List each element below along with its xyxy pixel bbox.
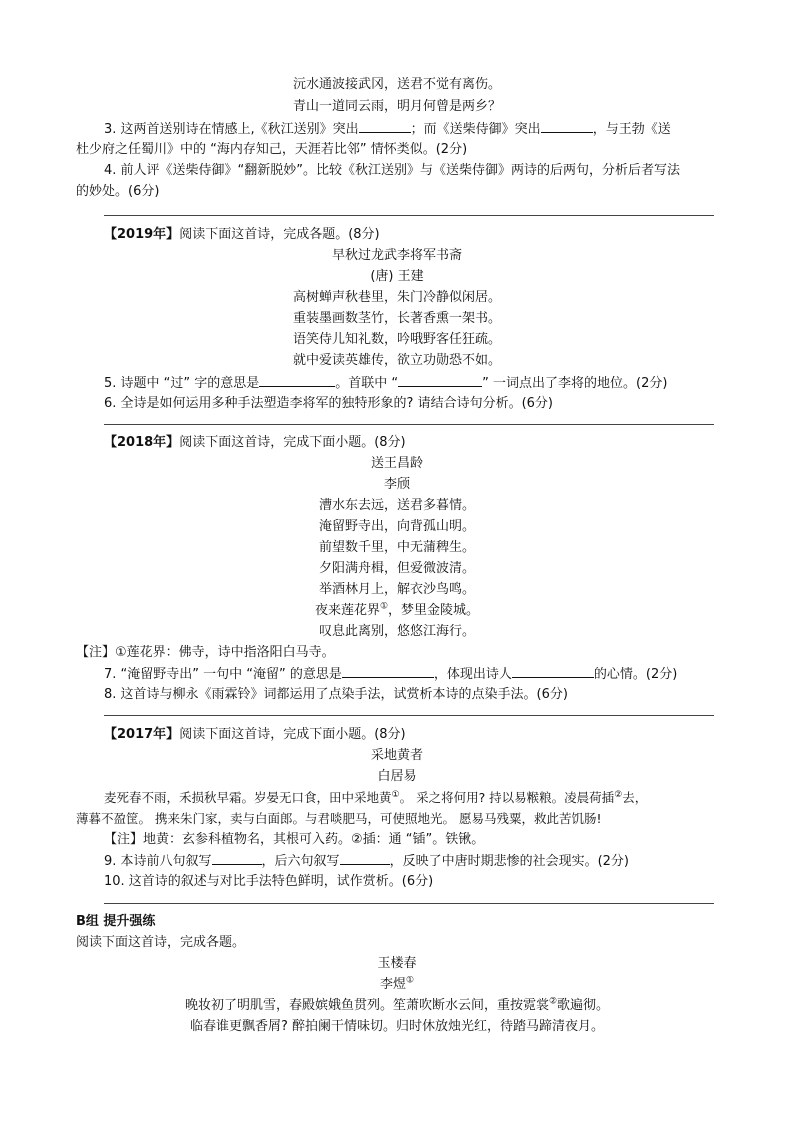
poem-author: (唐) 王建: [370, 269, 424, 284]
poem-line: 前望数千里，中无蒲稗生。: [318, 540, 475, 555]
poem-line: 青山一道同云雨，明月何曾是两乡？: [292, 99, 501, 114]
question-7-text: 的心情。(2分): [593, 667, 678, 682]
question-9-text: 9. 本诗前八句叙写: [104, 854, 212, 869]
group-b-intro: 阅读下面这首诗，完成各题。: [76, 935, 246, 950]
question-6: 6. 全诗是如何运用多种手法塑造李将军的独特形象的? 请结合诗句分析。(6分): [104, 396, 553, 411]
poem-body-part: 麦死春不雨，禾损秋早霜。岁晏无口食，田中采地黄: [104, 790, 392, 805]
poem-author: 白居易: [377, 769, 417, 784]
question-7: [104, 665, 677, 685]
poem-line: 沅水通波接武冈，送君不觉有离伤。: [292, 77, 501, 92]
poem-line: 临春谁更飘香屑? 醉拍阑干情味切。归时休放烛光红，待踏马蹄清夜月。: [189, 1019, 605, 1034]
poem-line: [0, 997, 794, 1017]
question-4-cont: 的妙处。(6分): [76, 184, 160, 199]
section-intro: 阅读下面这首诗，完成下面小题。(8分): [179, 727, 406, 742]
poem-title: 送王昌龄: [370, 456, 423, 471]
section-divider: [104, 715, 714, 716]
poem-line-part: ，梦里金陵城。: [388, 603, 480, 618]
question-9-text: ，后六句叙写: [261, 854, 340, 869]
poem-line: 就中爱读英雄传，欲立功勋恐不如。: [292, 353, 501, 368]
section-divider: [104, 424, 714, 425]
group-b-heading: B组 提升强练: [76, 914, 156, 929]
question-3: [104, 120, 671, 140]
section-2017-header: [104, 726, 406, 746]
answer-blank[interactable]: [541, 120, 593, 133]
footnote-mark: ①: [405, 975, 415, 986]
answer-blank[interactable]: [398, 374, 482, 387]
question-8: 8. 这首诗与柳永《雨霖铃》词都运用了点染手法，试赏析本诗的点染手法。(6分): [104, 687, 568, 702]
year-label: 【2019年】: [104, 227, 180, 242]
question-5-text: 。首联中 “: [335, 376, 399, 391]
footnote-mark: ①: [391, 789, 400, 800]
question-4: 4. 前人评《送柴侍御》“翻新脱妙”。比较《秋江送别》与《送柴侍御》两诗的后两句，分析后者写法: [104, 163, 681, 178]
question-5-text: ” 一词点出了李将的地位。(2分): [482, 376, 668, 391]
poem-line: 漕水东去远，送君多暮情。: [318, 498, 475, 513]
answer-blank[interactable]: [340, 852, 390, 865]
year-label: 【2018年】: [104, 435, 180, 450]
section-divider: [104, 215, 714, 216]
section-intro: 阅读下面这首诗，完成各题。(8分): [179, 227, 380, 242]
poem-line: [0, 602, 794, 622]
answer-blank[interactable]: [212, 852, 262, 865]
poem-body: [104, 789, 647, 809]
question-3-text: ，与王勃《送: [592, 122, 671, 137]
question-9-text: ，反映了中唐时期悲惨的社会现实。(2分): [389, 854, 629, 869]
section-divider: [104, 903, 714, 904]
footnote: 【注】地黄：玄参科植物名，其根可入药。②插：通 “锸”。铁锹。: [104, 832, 485, 847]
question-9: [104, 852, 629, 872]
poem-line: 重装墨画数茎竹，长著香熏一架书。: [292, 311, 501, 326]
question-7-text: ，体现出诗人: [433, 667, 512, 682]
answer-blank[interactable]: [512, 665, 594, 678]
poem-line: 淹留野寺出，向背孤山明。: [318, 519, 475, 534]
question-5: [104, 374, 667, 394]
poem-line: 夕阳满舟楫，但爱微波清。: [318, 561, 475, 576]
poem-line-part: 晚妆初了明肌雪，春殿嫔娥鱼贯列。笙萧吹断水云间，重按霓裳: [184, 998, 549, 1013]
poem-author: 李颀: [383, 477, 410, 492]
poem-author-name: 李煜: [379, 977, 406, 992]
question-10: 10. 这首诗的叙述与对比手法特色鲜明，试作赏析。(6分): [104, 874, 434, 889]
poem-author: [0, 976, 794, 996]
footnote-mark: ②: [548, 996, 558, 1007]
year-label: 【2017年】: [104, 727, 180, 742]
poem-body-part: 去，: [622, 790, 648, 805]
poem-title: 采地黄者: [370, 748, 423, 763]
section-2018-header: [104, 434, 406, 454]
question-7-text: 7. “淹留野寺出” 一句中 “淹留” 的意思是: [104, 667, 342, 682]
answer-blank[interactable]: [359, 120, 411, 133]
answer-blank[interactable]: [259, 374, 335, 387]
poem-line: 举酒林月上，解衣沙鸟鸣。: [318, 582, 475, 597]
poem-line: 高树蝉声秋巷里，朱门冷静似闲居。: [292, 290, 501, 305]
poem-line: 叹息此离别，悠悠江海行。: [318, 624, 475, 639]
section-2019-header: [104, 226, 380, 246]
answer-blank[interactable]: [342, 665, 434, 678]
question-3-cont: 杜少府之任蜀川》中的 “海内存知己，天涯若比邻” 情怀类似。(2分): [76, 142, 468, 157]
poem-body-cont: 薄暮不盈筐。 携来朱门家，卖与白面郎。与君啖肥马，可使照地光。 愿易马残粟，救此苦饥肠!: [76, 811, 602, 826]
footnote: 【注】①莲花界：佛寺，诗中指洛阳白马寺。: [76, 645, 335, 660]
poem-title: 早秋过龙武李将军书斋: [331, 248, 462, 263]
question-5-text: 5. 诗题中 “过” 字的意思是: [104, 376, 260, 391]
poem-line-part: 夜来莲花界: [314, 603, 380, 618]
section-intro: 阅读下面这首诗，完成下面小题。(8分): [179, 435, 406, 450]
question-3-text: ；而《送柴侍御》突出: [410, 122, 541, 137]
footnote-mark: ①: [379, 601, 389, 612]
poem-line: 语笑侍儿知礼数，吟哦野客任狂疏。: [292, 332, 501, 347]
question-3-text: 3. 这两首送别诗在情感上,《秋江送别》突出: [104, 122, 359, 137]
footnote-mark: ②: [614, 789, 623, 800]
poem-title: 玉楼春: [377, 956, 417, 971]
poem-body-part: 。 采之将何用? 持以易糇粮。凌晨荷插: [399, 790, 615, 805]
poem-line-part: 歌遍彻。: [557, 998, 610, 1013]
